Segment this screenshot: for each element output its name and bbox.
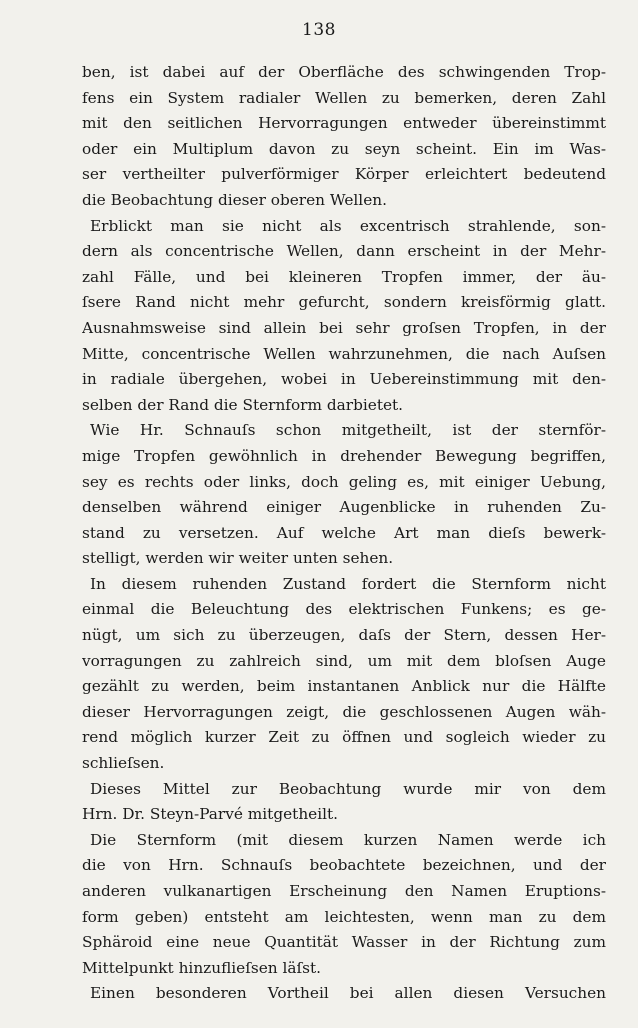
text-line: Erblickt man sie nicht als excentrisch strahlende, son- [90,216,606,235]
text-line: in radiale übergehen, wobei in Uebereinstimmung mit den- [82,370,606,389]
text-line: vorragungen zu zahlreich sind, um mit dem bloſsen Auge [82,651,606,670]
text-line: ſsere Rand nicht mehr gefurcht, sondern kreisförmig glatt. [82,293,606,312]
text-line: nügt, um sich zu überzeugen, daſs der Stern, dessen Her- [82,626,606,645]
text-line: fens ein System radialer Wellen zu bemerken, deren Zahl [82,88,606,107]
text-line: schlieſsen. [82,754,165,773]
text-line: Wie Hr. Schnauſs schon mitgetheilt, ist der sternför- [90,421,606,440]
text-line: Die Sternform (mit diesem kurzen Namen werde ich [90,830,606,849]
page-number: 138 [302,20,336,40]
text-line: Mittelpunkt hinzuflieſsen läſst. [82,958,322,977]
text-line: ben, ist dabei auf der Oberfläche des schwingenden Trop- [82,63,606,81]
text-line: rend möglich kurzer Zeit zu öffnen und sogleich wieder zu [82,728,606,747]
text-line: ser vertheilter pulverförmiger Körper erleichtert bedeutend [82,165,606,184]
text-body [82,60,606,1007]
text-line: mit den seitlichen Hervorragungen entweder übereinstimmt [82,114,606,133]
text-line: Einen besonderen Vortheil bei allen diesen Versuchen [90,984,606,1003]
text-line: In diesem ruhenden Zustand fordert die Sternform nicht [90,574,606,593]
text-line: zahl Fälle, und bei kleineren Tropfen immer, der äu- [82,267,606,286]
text-line: form geben) entsteht am leichtesten, wenn man zu dem [82,907,606,926]
text-line: anderen vulkanartigen Erscheinung den Namen Eruptions- [82,882,606,900]
text-line: Hrn. Dr. Steyn-Parvé mitgetheilt. [82,805,339,824]
text-line: Mitte, concentrische Wellen wahrzunehmen, die nach Auſsen [82,344,606,363]
text-line: denselben während einiger Augenblicke in ruhenden Zu- [82,498,606,517]
text-line: mige Tropfen gewöhnlich in drehender Bewegung begriffen, [82,446,606,465]
text-line: stand zu versetzen. Auf welche Art man dieſs bewerk- [82,523,606,542]
text-line: die von Hrn. Schnauſs beobachtete bezeichnen, und der [82,856,606,875]
text-line: gezählt zu werden, beim instantanen Anblick nur die Hälfte [82,677,606,696]
text-line: oder ein Multiplum davon zu seyn scheint. Ein im Was- [82,139,606,158]
text-line: dieser Hervorragungen zeigt, die geschlossenen Augen wäh- [82,702,606,721]
text-line: Sphäroid eine neue Quantität Wasser in der Richtung zum [82,933,606,952]
text-line: Ausnahmsweise sind allein bei sehr groſsen Tropfen, in der [82,318,606,337]
text-line: dern als concentrische Wellen, dann erscheint in der Mehr- [82,242,606,261]
text-line: einmal die Beleuchtung des elektrischen Funkens; es ge- [82,600,606,619]
text-line: die Beobachtung dieser oberen Wellen. [82,190,387,209]
text-line: sey es rechts oder links, doch geling es, mit einiger Uebung, [82,472,606,491]
text-line: selben der Rand die Sternform darbietet. [82,395,404,414]
text-line: stelligt, werden wir weiter unten sehen. [82,549,394,568]
text-line: Dieses Mittel zur Beobachtung wurde mir von dem [90,779,606,798]
